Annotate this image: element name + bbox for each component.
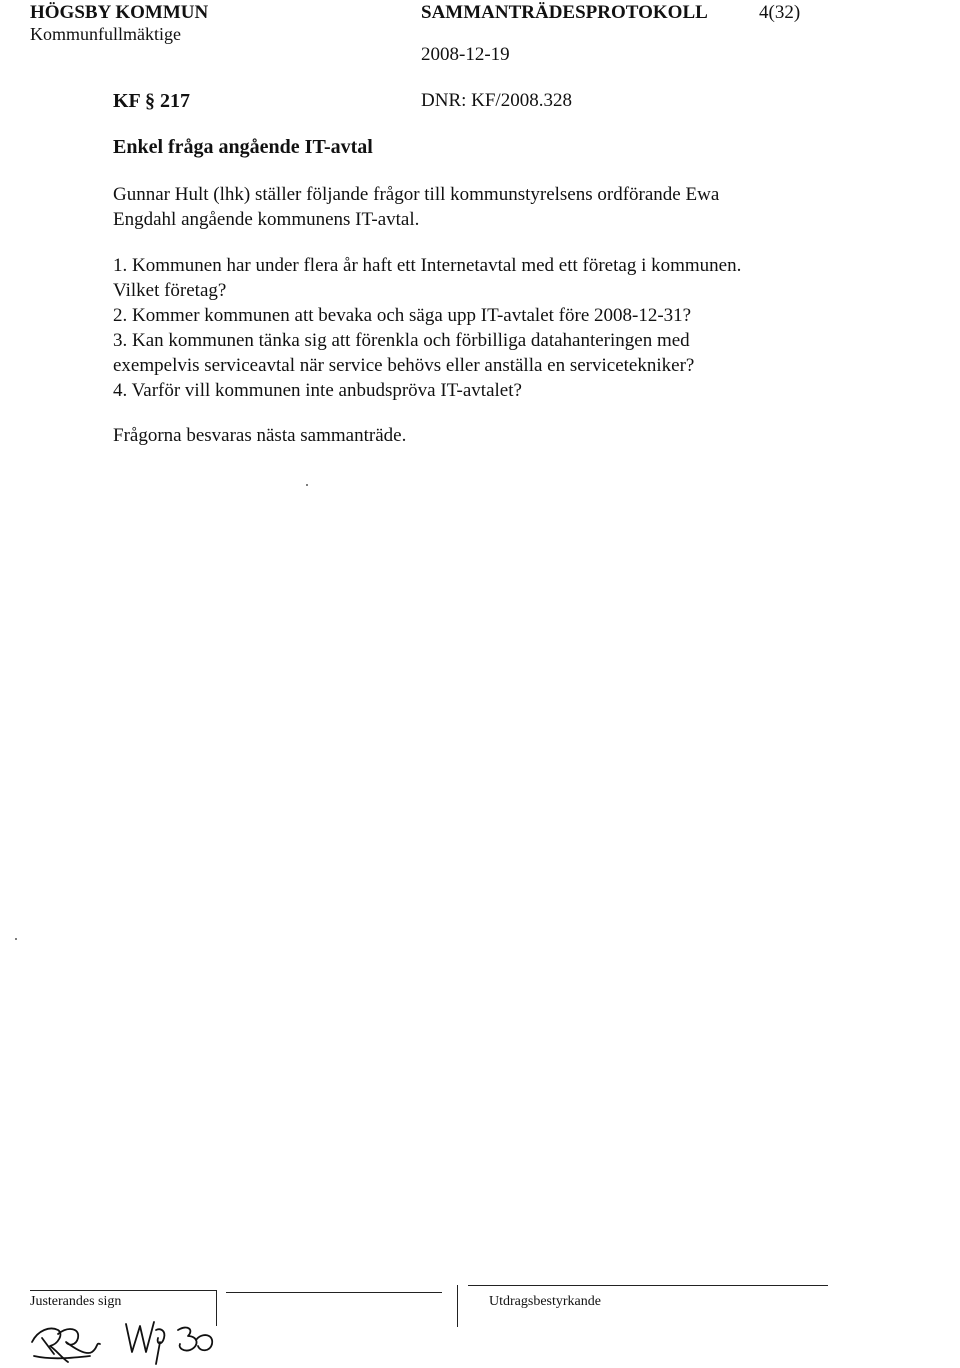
scan-speck bbox=[306, 484, 308, 486]
kf-paragraph-number: KF § 217 bbox=[113, 90, 191, 112]
question-line: 1. Kommunen har under flera år haft ett Internetavtal med ett företag i kommunen. bbox=[113, 255, 742, 276]
closing-statement: Frågorna besvaras nästa sammanträde. bbox=[113, 425, 407, 446]
utdragsbestyrkande-label: Utdragsbestyrkande bbox=[489, 1294, 601, 1309]
dnr-reference: DNR: KF/2008.328 bbox=[421, 90, 572, 111]
question-line: exempelvis serviceavtal när service behövs eller anställa en servicetekniker? bbox=[113, 355, 695, 376]
scan-speck bbox=[15, 938, 17, 940]
page-number: 4(32) bbox=[759, 2, 801, 23]
question-line: 3. Kan kommunen tänka sig att förenkla och förbilliga datahanteringen med bbox=[113, 330, 690, 351]
section-heading: Enkel fråga angående IT-avtal bbox=[113, 136, 373, 158]
footer-rule bbox=[226, 1292, 442, 1293]
footer-rule bbox=[468, 1285, 828, 1286]
footer-divider bbox=[457, 1285, 458, 1327]
handwritten-signature bbox=[28, 1312, 238, 1366]
footer-rule bbox=[30, 1290, 216, 1291]
justerandes-sign-label: Justerandes sign bbox=[30, 1294, 122, 1309]
question-line: Vilket företag? bbox=[113, 280, 227, 301]
meeting-date: 2008-12-19 bbox=[421, 44, 510, 65]
organization-name: HÖGSBY KOMMUN bbox=[30, 2, 209, 23]
intro-line: Gunnar Hult (lhk) ställer följande frågor till kommunstyrelsens ordförande Ewa bbox=[113, 184, 720, 205]
question-line: 2. Kommer kommunen att bevaka och säga upp IT-avtalet före 2008-12-31? bbox=[113, 305, 692, 326]
body-name: Kommunfullmäktige bbox=[30, 24, 181, 44]
intro-line: Engdahl angående kommunens IT-avtal. bbox=[113, 209, 420, 230]
document-type: SAMMANTRÄDESPROTOKOLL bbox=[421, 2, 708, 23]
question-line: 4. Varför vill kommunen inte anbudspröva IT-avtalet? bbox=[113, 380, 522, 401]
